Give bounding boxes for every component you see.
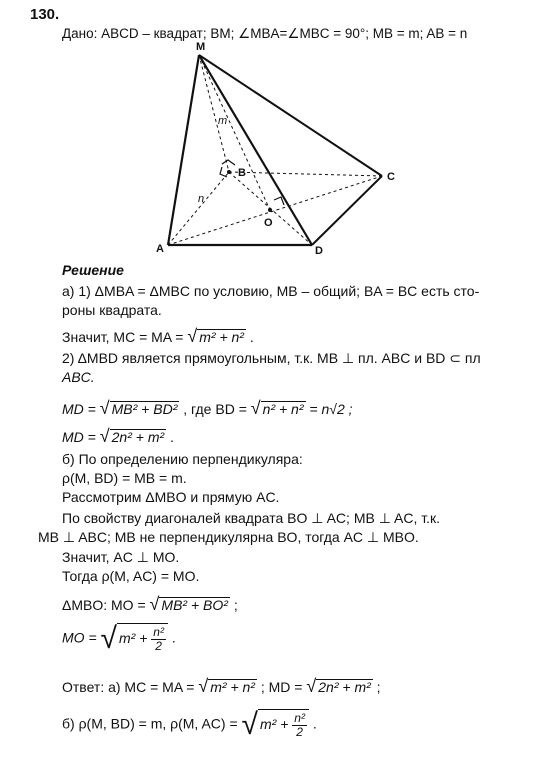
solution-line2: 2) ΔMBD является прямоугольным, т.к. MB ⊥ пл. ABC и BD ⊂ пл [62,350,481,366]
solution-b6: Значит, AC ⊥ MO. [62,549,180,565]
solution-b1: б) По определению перпендикуляра: [62,451,303,467]
solution-b3: Рассмотрим ΔMBO и прямую AC. [62,489,280,505]
solution-heading: Решение [62,262,124,278]
solution-b2: ρ(M, BD) = MB = m. [62,470,187,486]
edge-DC [312,176,382,245]
label-O: O [264,217,273,229]
edge-BC [229,172,382,176]
edge-MA [168,55,199,245]
label-n: n [198,193,205,205]
solution-md: MD = √ MB² + BD² , где BD = √ n² + n² = n√2 ; [62,398,353,418]
solution-mo1: ΔMBO: MO = √ MB² + BO² ; [62,594,238,614]
label-B: B [238,167,246,179]
solution-a1: а) 1) ΔMBA = ΔMBC по условию, MB – общий; BA = BC есть сто- [62,283,480,299]
problem-number: 130. [30,6,60,23]
given-statement: Дано: ABCD – квадрат; BM; ∠MBA=∠MBC = 90°; MB = m; AB = n [62,26,468,41]
solution-a1b: роны квадрата. [62,302,162,318]
label-D: D [315,245,323,257]
solution-b7: Тогда ρ(M, AC) = MO. [62,568,200,584]
label-C: C [387,171,395,183]
solution-md2: MD = √ 2n² + m² . [62,426,174,446]
label-M: M [196,41,206,53]
right-angle-B [222,160,235,165]
diag-AC [168,176,382,245]
pyramid-figure [0,0,550,270]
solution-b5: MB ⊥ ABC; MB не перпендикулярна BO, тогда AC ⊥ MBO. [38,529,419,545]
solution-b4: По свойству диагоналей квадрата BO ⊥ AC; MB ⊥ AC, т.к. [62,510,441,526]
right-angle-O [274,197,284,205]
answer-b: б) ρ(M, BD) = m, ρ(M, AC) = √ m² + $\frac{\text{n²}}{2}$ . [62,708,317,741]
label-m: m [218,115,228,127]
solution-mo2: MO = √ m² + $\frac{\text{n²}}{2}$ . [62,622,176,655]
label-A: A [156,243,164,255]
solution-znachit1: Значит, MC = MA = √ m² + n² . [62,326,254,346]
answer-a: Ответ: а) MC = MA = √ m² + n² ; MD = √ 2n² + m² ; [62,676,381,696]
solution-line2b: ABC. [62,369,95,385]
